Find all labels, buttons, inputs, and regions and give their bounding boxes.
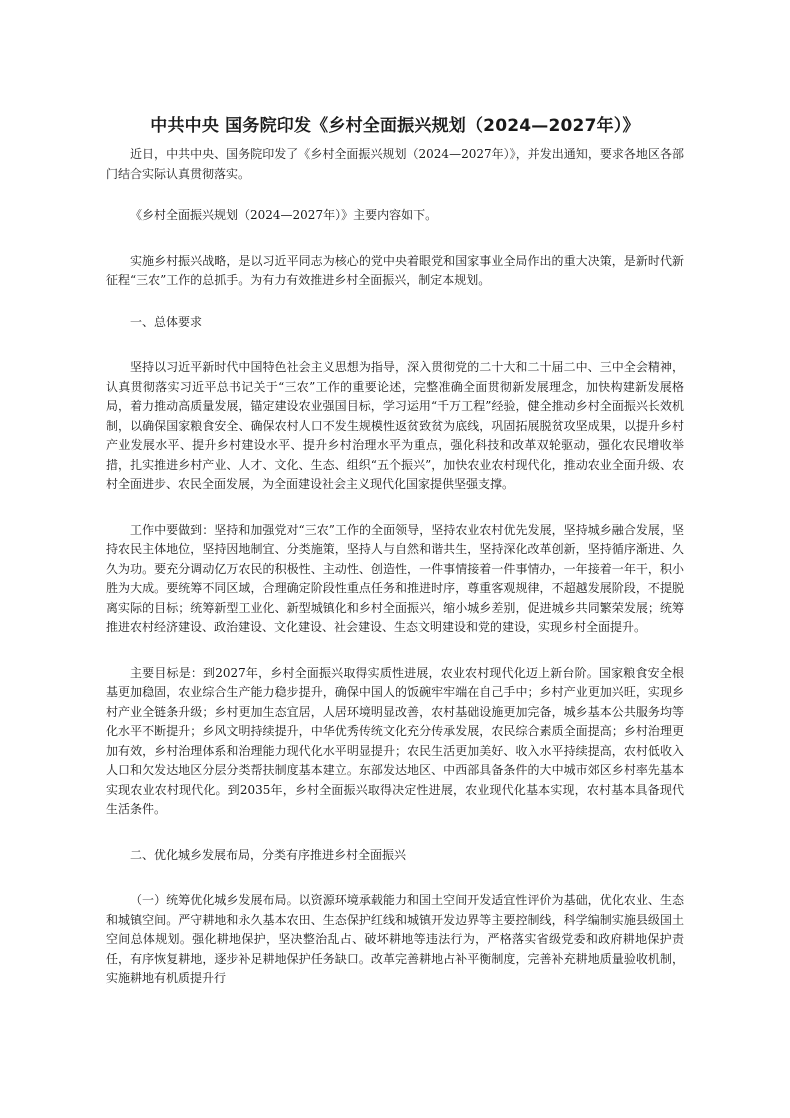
paragraph-gap bbox=[106, 638, 684, 664]
paragraph-preamble: 实施乡村振兴战略，是以习近平同志为核心的党中央着眼党和国家事业全局作出的重大决策，是新时代新征程“三农”工作的总抓手。为有力有效推进乡村全面振兴，制定本规划。 bbox=[106, 253, 684, 287]
document-page bbox=[106, 115, 684, 989]
paragraph-intro: 近日，中共中央、国务院印发了《乡村全面振兴规划（2024—2027年）》，并发出通知，要求各地区各部门结合实际认真贯彻落实。 bbox=[106, 147, 684, 181]
paragraph-gap bbox=[106, 184, 684, 206]
paragraph-gap bbox=[106, 865, 684, 891]
paragraph-gap bbox=[106, 226, 684, 252]
paragraph-main-content-note: 《乡村全面振兴规划（2024—2027年）》主要内容如下。 bbox=[130, 208, 438, 222]
paragraph-gap bbox=[106, 820, 684, 846]
document-title: 中共中央 国务院印发《乡村全面振兴规划（2024—2027年）》 bbox=[150, 116, 640, 136]
paragraph-gap bbox=[106, 495, 684, 521]
section-heading-2: 二、优化城乡发展布局，分类有序推进乡村全面振兴 bbox=[130, 847, 407, 862]
section-heading-1: 一、总体要求 bbox=[130, 314, 203, 329]
paragraph-work-requirements: 工作中要做到：坚持和加强党对“三农”工作的全面领导，坚持农业农村优先发展，坚持城乡融合发展，坚持农民主体地位，坚持因地制宜、分类施策，坚持人与自然和谐共生，坚持深化改革创新，坚持循序渐进、久久为功。要充分调动亿万农民的积极性、主动性、创造性，一件事情接着一件事情办，一年接着一年干，积小胜为大成。要统筹不同区域，合理确定阶段性重点任务和推进时序，尊重客观规律，不超越发展阶段，不提脱离实际的目标；统筹新型工业化、新型城镇化和乡村全面振兴，缩小城乡差别，促进城乡共同繁荣发展；统筹推进农村经济建设、政治建设、文化建设、社会建设、生态文明建设和党的建设，实现乡村全面提升。 bbox=[106, 522, 684, 634]
paragraph-urban-rural-layout: （一）统筹优化城乡发展布局。以资源环境承载能力和国土空间开发适宜性评价为基础，优化农业、生态和城镇空间。严守耕地和永久基本农田、生态保护红线和城镇开发边界等主要控制线，科学编制实施县级国土空间总体规划。强化耕地保护，坚决整治乱占、破坏耕地等违法行为，严格落实省级党委和政府耕地保护责任，有序恢复耕地，逐步补足耕地保护任务缺口。改革完善耕地占补平衡制度，完善补充耕地质量验收机制，实施耕地有机质提升行 bbox=[106, 893, 684, 985]
paragraph-gap bbox=[106, 291, 684, 313]
paragraph-guiding-principle: 坚持以习近平新时代中国特色社会主义思想为指导，深入贯彻党的二十大和二十届二中、三中全会精神，认真贯彻落实习近平总书记关于“三农”工作的重要论述，完整准确全面贯彻新发展理念，加快构建新发展格局，着力推动高质量发展，锚定建设农业强国目标，学习运用“千万工程”经验，健全推动乡村全面振兴长效机制，以确保国家粮食安全、确保农村人口不发生规模性返贫致贫为底线，巩固拓展脱贫攻坚成果，以提升乡村产业发展水平、提升乡村建设水平、提升乡村治理水平为重点，强化科技和改革双轮驱动，强化农民增收举措，扎实推进乡村产业、人才、文化、生态、组织“五个振兴”，加快农业农村现代化，推动农业全面升级、农村全面进步、农民全面发展，为全面建设社会主义现代化国家提供坚强支撑。 bbox=[106, 360, 684, 491]
paragraph-main-goals: 主要目标是：到2027年，乡村全面振兴取得实质性进展，农业农村现代化迈上新台阶。国家粮食安全根基更加稳固，农业综合生产能力稳步提升，确保中国人的饭碗牢牢端在自己手中；乡村产业更加兴旺，实现乡村产业全链条升级；乡村更加生态宜居，人居环境明显改善，农村基础设施更加完备，城乡基本公共服务均等化水平不断提升；乡风文明持续提升，中华优秀传统文化充分传承发展，农民综合素质全面提高；乡村治理更加有效，乡村治理体系和治理能力现代化水平明显提升；农民生活更加美好、收入水平持续提高，农村低收入人口和欠发达地区分层分类帮扶制度基本建立。东部发达地区、中西部具备条件的大中城市郊区乡村率先基本实现农业农村现代化。到2035年，乡村全面振兴取得决定性进展，农业现代化基本实现，农村基本具备现代生活条件。 bbox=[106, 665, 684, 816]
paragraph-gap bbox=[106, 332, 684, 358]
